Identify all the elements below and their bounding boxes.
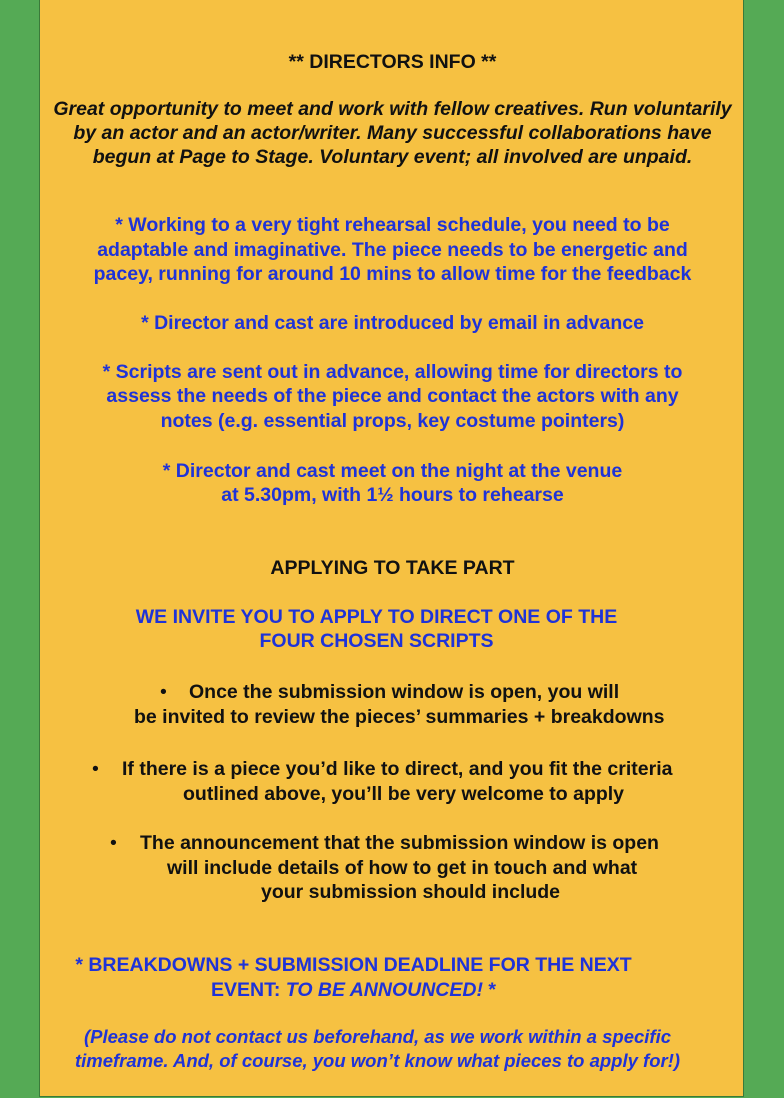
intro-line-2: by an actor and an actor/writer. Many successful collaborations have (73, 122, 712, 144)
intro-line-1: Great opportunity to meet and work with fellow creatives. Run voluntarily (53, 98, 732, 120)
bullet-2-line-1: If there is a piece you’d like to direct, and you fit the criteria (122, 758, 673, 780)
bullet-1-line-1: Once the submission window is open, you will (189, 681, 620, 703)
scripts-line-2: assess the needs of the piece and contact the actors with any (106, 385, 679, 407)
meet-line-1: * Director and cast meet on the night at the venue (162, 460, 623, 482)
deadline-line-2 (1, 978, 706, 1003)
bullet-3-line-1: The announcement that the submission window is open (140, 832, 659, 854)
bullet-dot: • (160, 681, 167, 703)
bullet-3-line-3: your submission should include (261, 881, 561, 903)
bullet-dot: • (92, 758, 99, 780)
meet-line-2: at 5.30pm, with 1½ hours to rehearse (221, 484, 564, 506)
note-line-2: timeframe. And, of course, you won’t know what pieces to apply for!) (74, 1050, 681, 1071)
scripts-line-1: * Scripts are sent out in advance, allowing time for directors to (102, 361, 683, 383)
deadline-line-1: * BREAKDOWNS + SUBMISSION DEADLINE FOR THE NEXT (75, 954, 632, 976)
deadline-suffix: * (482, 979, 496, 1001)
bullet-2-line-2: outlined above, you’ll be very welcome to apply (183, 782, 625, 805)
bullet-dot: • (110, 832, 117, 854)
schedule-line-1: * Working to a very tight rehearsal schedule, you need to be (115, 214, 670, 236)
intro-line-3: begun at Page to Stage. Voluntary event; all involved are unpaid. (92, 146, 693, 168)
deadline-prefix: EVENT: (211, 979, 286, 1001)
applying-heading: APPLYING TO TAKE PART (270, 557, 515, 579)
deadline-announced: TO BE ANNOUNCED! (285, 979, 483, 1001)
note-line-1: (Please do not contact us beforehand, as we work within a specific (84, 1026, 671, 1047)
scripts-line-3: notes (e.g. essential props, key costume pointers) (160, 410, 625, 432)
bullet-1-line-2: be invited to review the pieces’ summaries + breakdowns (134, 705, 665, 728)
schedule-line-2: adaptable and imaginative. The piece needs to be energetic and (97, 239, 688, 261)
bullet-3-line-2: will include details of how to get in touch and what (167, 856, 638, 879)
schedule-line-3: pacey, running for around 10 mins to allow time for the feedback (93, 263, 692, 285)
directors-heading: ** DIRECTORS INFO ** (288, 51, 497, 73)
invite-line-1: WE INVITE YOU TO APPLY TO DIRECT ONE OF THE (135, 606, 618, 628)
introduced-line: * Director and cast are introduced by email in advance (141, 312, 644, 334)
invite-line-2: FOUR CHOSEN SCRIPTS (259, 630, 494, 652)
flyer-panel (39, 0, 744, 1097)
